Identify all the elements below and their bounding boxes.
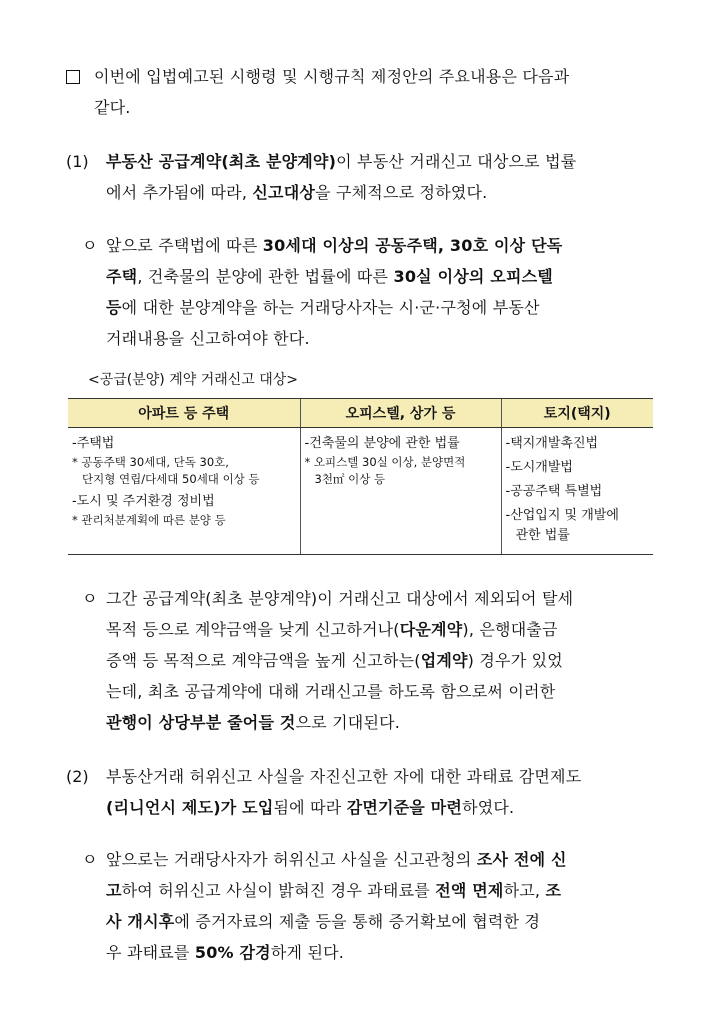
bullet-2-line-2 xyxy=(106,619,558,641)
law-industrial-site-act-b: 관한 법률 xyxy=(515,528,570,543)
text-run: 하여 허위신고 사실이 밝혀진 경우 과태료를 xyxy=(121,881,436,900)
text-run: 감면기준을 마련 xyxy=(346,798,463,817)
bullet-1-line-2 xyxy=(106,266,553,288)
bullet-marker-1: ㅇ xyxy=(82,236,98,255)
text-run: 에서 추가됨에 따라, xyxy=(106,183,253,202)
text-run: 고 xyxy=(106,881,122,900)
text-run: 부동산거래 허위신고 사실을 자진신고한 자에 대한 과태료 감면제도 xyxy=(106,767,582,786)
text-run: 등 xyxy=(106,298,122,317)
table-row xyxy=(68,428,653,555)
law-building-sale-act: -건축물의 분양에 관한 법률 xyxy=(304,436,460,451)
text-run: 는데, 최초 공급계약에 대해 거래신고를 하도록 함으로써 이러한 xyxy=(106,682,556,701)
text-run: 사 개시후 xyxy=(106,912,175,931)
note-officetel-1a: * 오피스텔 30실 이상, 분양면적 xyxy=(304,455,466,469)
text-run: ), 은행대출금 xyxy=(462,620,558,639)
intro-line-1: 이번에 입법예고된 시행령 및 시행규칙 제정안의 주요내용은 다음과 xyxy=(94,67,570,86)
table-cell-officetel xyxy=(300,428,501,555)
text-run: 이 부동산 거래신고 대상으로 법률 xyxy=(336,152,577,171)
bullet-1-line-1 xyxy=(106,235,562,257)
table-header-officetel: 오피스텔, 상가 등 xyxy=(300,399,501,428)
law-housing-act: -주택법 xyxy=(72,436,115,451)
intro-line-2: 같다. xyxy=(94,98,131,117)
section-1-line-2 xyxy=(106,182,487,204)
bullet-marker-2: ㅇ xyxy=(82,589,98,608)
square-bullet-icon xyxy=(66,70,80,84)
bullet-2-line-4 xyxy=(106,681,555,703)
text-run: 에 대한 분양계약을 하는 거래당사자는 시·군·구청에 부동산 xyxy=(121,298,540,317)
note-housing-2: * 관리처분계획에 따른 분양 등 xyxy=(72,513,226,527)
text-run: 관행이 상당부분 줄어들 것 xyxy=(106,713,296,732)
text-run: 다운계약 xyxy=(399,620,463,639)
text-run: 목적 등으로 계약금액을 낮게 신고하거나( xyxy=(106,620,400,639)
text-run: (리니언시 제도)가 도입 xyxy=(106,798,274,817)
text-run: 증액 등 목적으로 계약금액을 높게 신고하는( xyxy=(106,651,421,670)
text-run: 50% 감경 xyxy=(194,943,271,962)
text-run: ) 경우가 있었 xyxy=(467,651,563,670)
law-public-housing-act: -공공주택 특별법 xyxy=(505,484,603,499)
text-run: 전액 면제 xyxy=(435,881,504,900)
text-run: 앞으로는 거래당사자가 허위신고 사실을 신고관청의 xyxy=(106,850,477,869)
note-housing-1a: * 공동주택 30세대, 단독 30호, xyxy=(72,455,229,469)
text-run: 하였다. xyxy=(462,798,515,817)
table-header-land: 토지(택지) xyxy=(501,399,653,428)
text-run: 됨에 따라 xyxy=(273,798,347,817)
bullet-2-line-1 xyxy=(106,588,573,610)
table-cell-land xyxy=(501,428,653,555)
report-target-table xyxy=(68,398,653,555)
bullet-3-line-3 xyxy=(106,911,540,933)
law-urban-renewal-act: -도시 및 주거환경 정비법 xyxy=(72,494,215,509)
bullet-marker-3: ㅇ xyxy=(82,850,98,869)
section-1-label: (1) xyxy=(66,152,89,171)
bullet-3-line-2 xyxy=(106,880,561,902)
note-officetel-1b: 3천㎡ 이상 등 xyxy=(314,472,386,486)
text-run: 조사 전에 신 xyxy=(476,850,567,869)
text-run: 주택 xyxy=(106,267,138,286)
text-run: 업계약 xyxy=(420,651,468,670)
text-run: 하고, xyxy=(503,881,546,900)
table-header-housing: 아파트 등 주택 xyxy=(68,399,300,428)
text-run: , 건축물의 분양에 관한 법률에 따른 xyxy=(137,267,394,286)
bullet-3-line-4 xyxy=(106,942,344,964)
section-2-label: (2) xyxy=(66,767,89,786)
table-cell-housing xyxy=(68,428,300,555)
text-run: 우 과태료를 xyxy=(106,943,195,962)
text-run: 거래내용을 신고하여야 한다. xyxy=(106,329,310,348)
section-2-line-1 xyxy=(106,766,581,788)
note-housing-1b: 단지형 연립/다세대 50세대 이상 등 xyxy=(82,472,260,486)
table-caption: <공급(분양) 계약 거래신고 대상> xyxy=(88,372,299,388)
bullet-1-line-3 xyxy=(106,297,540,319)
law-industrial-site-act-a: -산업입지 및 개발에 xyxy=(505,508,619,523)
text-run: 부동산 공급계약(최초 분양계약) xyxy=(106,152,337,171)
text-run: 하게 된다. xyxy=(270,943,345,962)
table-header-row xyxy=(68,399,653,428)
bullet-2-line-3 xyxy=(106,650,563,672)
text-run: 으로 기대된다. xyxy=(295,713,401,732)
text-run: 앞으로 주택법에 따른 xyxy=(106,236,263,255)
text-run: 30실 이상의 오피스텔 xyxy=(393,267,553,286)
bullet-1-line-4 xyxy=(106,328,310,350)
section-1-line-1 xyxy=(106,151,576,173)
text-run: 그간 공급계약(최초 분양계약)이 거래신고 대상에서 제외되어 탈세 xyxy=(106,589,574,608)
text-run: 을 구체적으로 정하였다. xyxy=(315,183,488,202)
text-run: 조 xyxy=(545,881,562,900)
law-land-development-act: -택지개발촉진법 xyxy=(505,436,599,451)
text-run: 30세대 이상의 공동주택, 30호 이상 단독 xyxy=(262,236,563,255)
law-urban-development-act: -도시개발법 xyxy=(505,460,573,475)
bullet-3-line-1 xyxy=(106,849,567,871)
text-run: 에 증거자료의 제출 등을 통해 증거확보에 협력한 경 xyxy=(174,912,541,931)
bullet-2-line-5 xyxy=(106,712,400,734)
text-run: 신고대상 xyxy=(252,183,316,202)
section-2-line-2 xyxy=(106,797,514,819)
